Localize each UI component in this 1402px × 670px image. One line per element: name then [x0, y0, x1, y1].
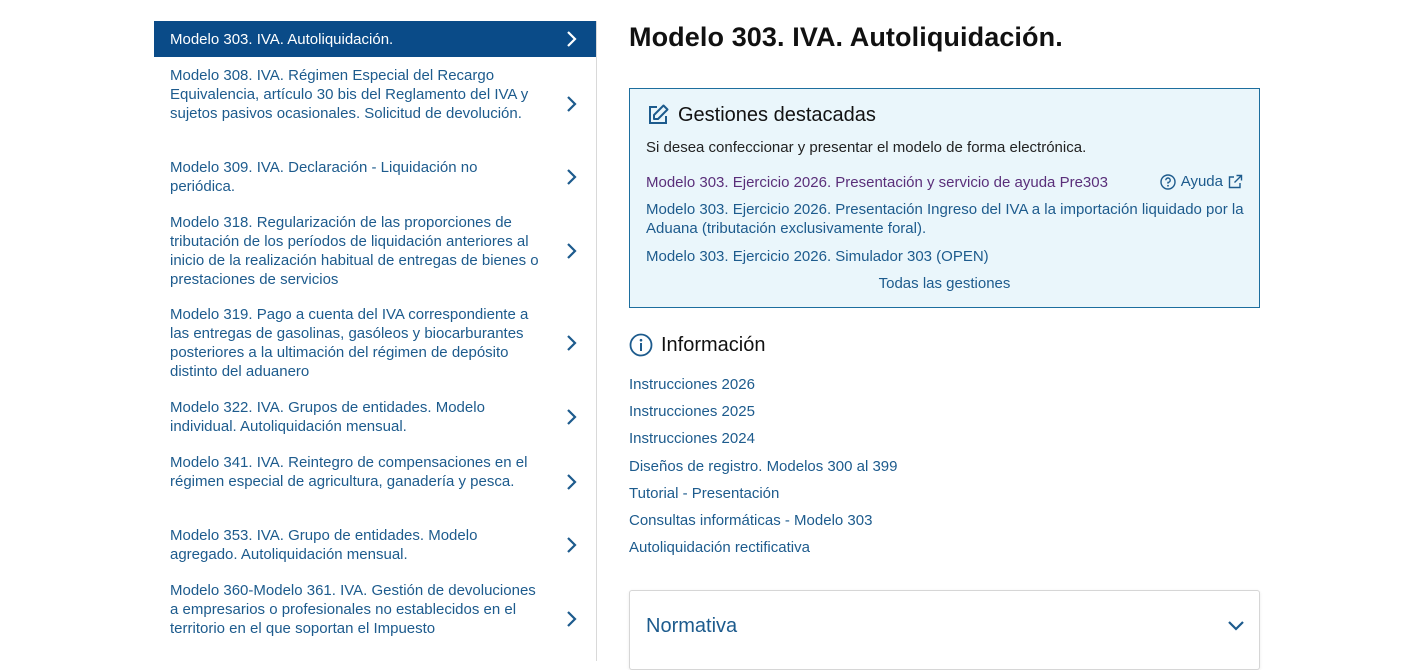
sidebar-nav	[154, 21, 597, 661]
sidebar-item-modelo-341[interactable]	[154, 453, 596, 510]
external-link-icon	[1227, 174, 1243, 190]
info-link-instrucciones-2025[interactable]: Instrucciones 2025	[629, 403, 755, 421]
info-link-consultas[interactable]: Consultas informáticas - Modelo 303	[629, 511, 873, 529]
informacion-header	[629, 333, 766, 357]
info-icon	[629, 333, 653, 357]
normativa-heading: Normativa	[646, 615, 738, 637]
sidebar-item-modelo-308[interactable]	[154, 66, 596, 142]
sidebar-item-modelo-319[interactable]	[154, 305, 596, 381]
info-link-tutorial[interactable]: Tutorial - Presentación	[629, 484, 780, 502]
chevron-right-icon	[564, 610, 578, 628]
sidebar-item-modelo-353[interactable]	[154, 526, 596, 564]
sidebar-item-label: Modelo 303. IVA. Autoliquidación.	[170, 31, 394, 48]
page-title: Modelo 303. IVA. Autoliquidación.	[629, 22, 1063, 52]
todas-gestiones-link[interactable]: Todas las gestiones	[878, 275, 1011, 292]
sidebar-item-modelo-309[interactable]	[154, 158, 596, 196]
gestiones-header	[646, 103, 876, 127]
chevron-right-icon	[564, 473, 578, 491]
gestiones-heading: Gestiones destacadas	[678, 103, 876, 126]
sidebar-item-modelo-360-361[interactable]	[154, 581, 596, 657]
normativa-accordion[interactable]	[629, 590, 1260, 670]
gestion-link-simulador[interactable]: Modelo 303. Ejercicio 2026. Simulador 303 (OPEN)	[646, 248, 989, 265]
info-link-instrucciones-2024[interactable]: Instrucciones 2024	[629, 430, 755, 448]
sidebar-item-label: Modelo 353. IVA. Grupo de entidades. Modelo agregado. Autoliquidación mensual.	[170, 527, 478, 563]
sidebar-item-label: Modelo 341. IVA. Reintegro de compensaciones en el régimen especial de agricultura, ganadería y pesca.	[170, 454, 528, 490]
sidebar-item-modelo-322[interactable]	[154, 398, 596, 436]
chevron-down-icon	[1227, 619, 1245, 633]
chevron-right-icon	[564, 168, 578, 186]
chevron-right-icon	[564, 95, 578, 113]
info-link-disenos-registro[interactable]: Diseños de registro. Modelos 300 al 399	[629, 457, 898, 475]
sidebar-item-label: Modelo 360-Modelo 361. IVA. Gestión de devoluciones a empresarios o profesionales no establecidos en el territorio en el que soportan el Impuesto	[170, 582, 536, 637]
sidebar-item-modelo-303[interactable]	[154, 21, 596, 57]
sidebar-item-label: Modelo 308. IVA. Régimen Especial del Recargo Equivalencia, artículo 30 bis del Reglamento del IVA y sujetos pasivos ocasionales. Solicitud de devolución.	[170, 67, 529, 122]
gestiones-destacadas-panel	[629, 88, 1260, 308]
sidebar-item-label: Modelo 322. IVA. Grupos de entidades. Modelo individual. Autoliquidación mensual.	[170, 399, 485, 435]
gestiones-description: Si desea confeccionar y presentar el modelo de forma electrónica.	[646, 139, 1087, 156]
chevron-right-icon	[564, 408, 578, 426]
edit-icon	[646, 103, 670, 127]
chevron-right-icon	[564, 242, 578, 260]
informacion-links	[629, 375, 898, 565]
chevron-right-icon	[564, 536, 578, 554]
chevron-right-icon	[564, 30, 578, 48]
ayuda-label: Ayuda	[1180, 173, 1223, 190]
sidebar-item-modelo-318[interactable]	[154, 213, 596, 289]
chevron-right-icon	[564, 334, 578, 352]
gestion-link-pre303[interactable]: Modelo 303. Ejercicio 2026. Presentación y servicio de ayuda Pre303	[646, 174, 1108, 191]
help-icon	[1160, 174, 1176, 190]
gestion-link-importacion[interactable]: Modelo 303. Ejercicio 2026. Presentación Ingreso del IVA a la importación liquidado por la Aduana (tributación exclusivamente foral).	[646, 201, 1244, 237]
sidebar-item-label: Modelo 318. Regularización de las proporciones de tributación de los períodos de liquidación anteriores al inicio de la realización habitual de entregas de bienes o prestaciones de servicios	[170, 214, 539, 288]
ayuda-link[interactable]	[1160, 173, 1243, 190]
sidebar-item-label: Modelo 309. IVA. Declaración - Liquidación no periódica.	[170, 159, 478, 195]
info-link-rectificativa[interactable]: Autoliquidación rectificativa	[629, 539, 810, 557]
informacion-heading: Información	[661, 333, 766, 356]
info-link-instrucciones-2026[interactable]: Instrucciones 2026	[629, 376, 755, 393]
sidebar-item-label: Modelo 319. Pago a cuenta del IVA correspondiente a las entregas de gasolinas, gasóleos y biocarburantes posteriores a la ultimación del régimen de depósito distinto del aduanero	[170, 306, 529, 380]
